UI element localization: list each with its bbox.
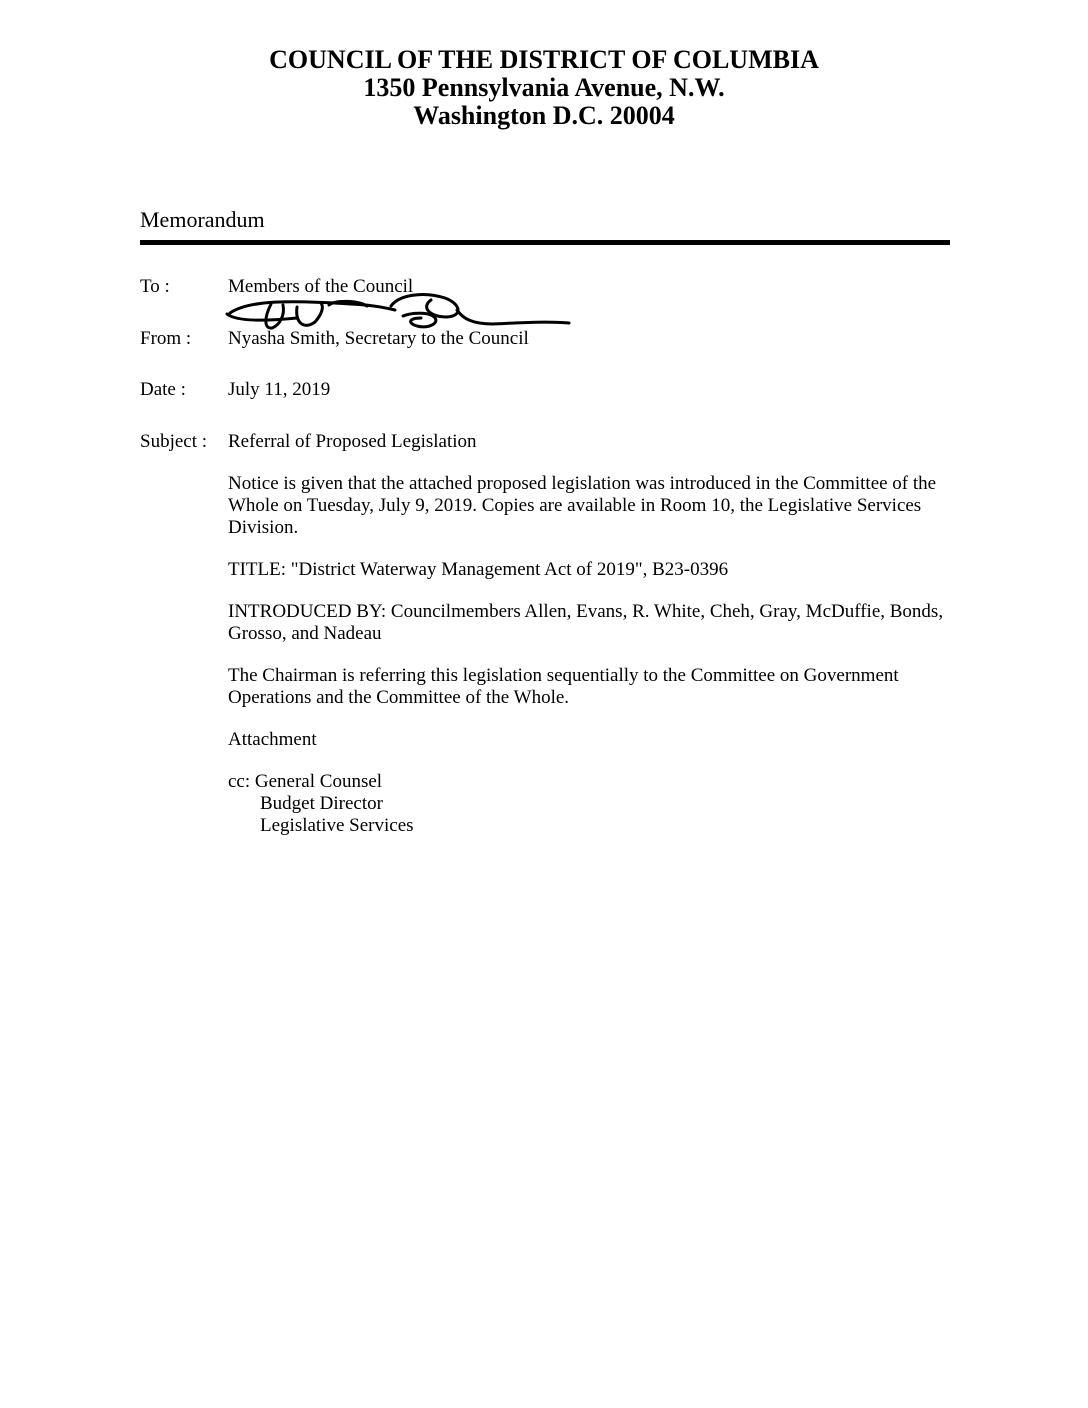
subject-value: Referral of Proposed Legislation (228, 431, 477, 452)
from-value: Nyasha Smith, Secretary to the Council (228, 328, 529, 349)
letterhead-organization: COUNCIL OF THE DISTRICT OF COLUMBIA (269, 45, 819, 74)
attachment-label: Attachment (228, 729, 317, 750)
date-label: Date : (140, 379, 186, 400)
date-value: July 11, 2019 (228, 379, 331, 400)
introduced-by-paragraph: INTRODUCED BY: Councilmembers Allen, Evans, R. White, Cheh, Gray, McDuffie, Bonds, Grosso, and Nadeau (228, 601, 944, 644)
referral-paragraph: The Chairman is referring this legislation sequentially to the Committee on Government Operations and the Committee of the Whole. (228, 665, 899, 708)
notice-paragraph: Notice is given that the attached proposed legislation was introduced in the Committee of the Whole on Tuesday, July 9, 2019. Copies are available in Room 10, the Legislative Services Division. (228, 473, 937, 538)
to-label: To : (140, 276, 170, 297)
cc-list (228, 771, 414, 837)
document-type: Memorandum (140, 207, 265, 232)
cc-legislative-services: Legislative Services (260, 815, 414, 836)
letterhead-city: Washington D.C. 20004 (413, 101, 675, 130)
letterhead (0, 46, 1088, 130)
to-value: Members of the Council (228, 276, 414, 297)
cc-general-counsel: cc: General Counsel (228, 771, 383, 792)
legislation-title: TITLE: "District Waterway Management Act of 2019", B23-0396 (228, 559, 729, 580)
header-divider (140, 240, 950, 245)
subject-label: Subject : (140, 431, 208, 452)
from-label: From : (140, 328, 192, 349)
letterhead-street: 1350 Pennsylvania Avenue, N.W. (363, 73, 725, 102)
cc-budget-director: Budget Director (260, 793, 383, 814)
